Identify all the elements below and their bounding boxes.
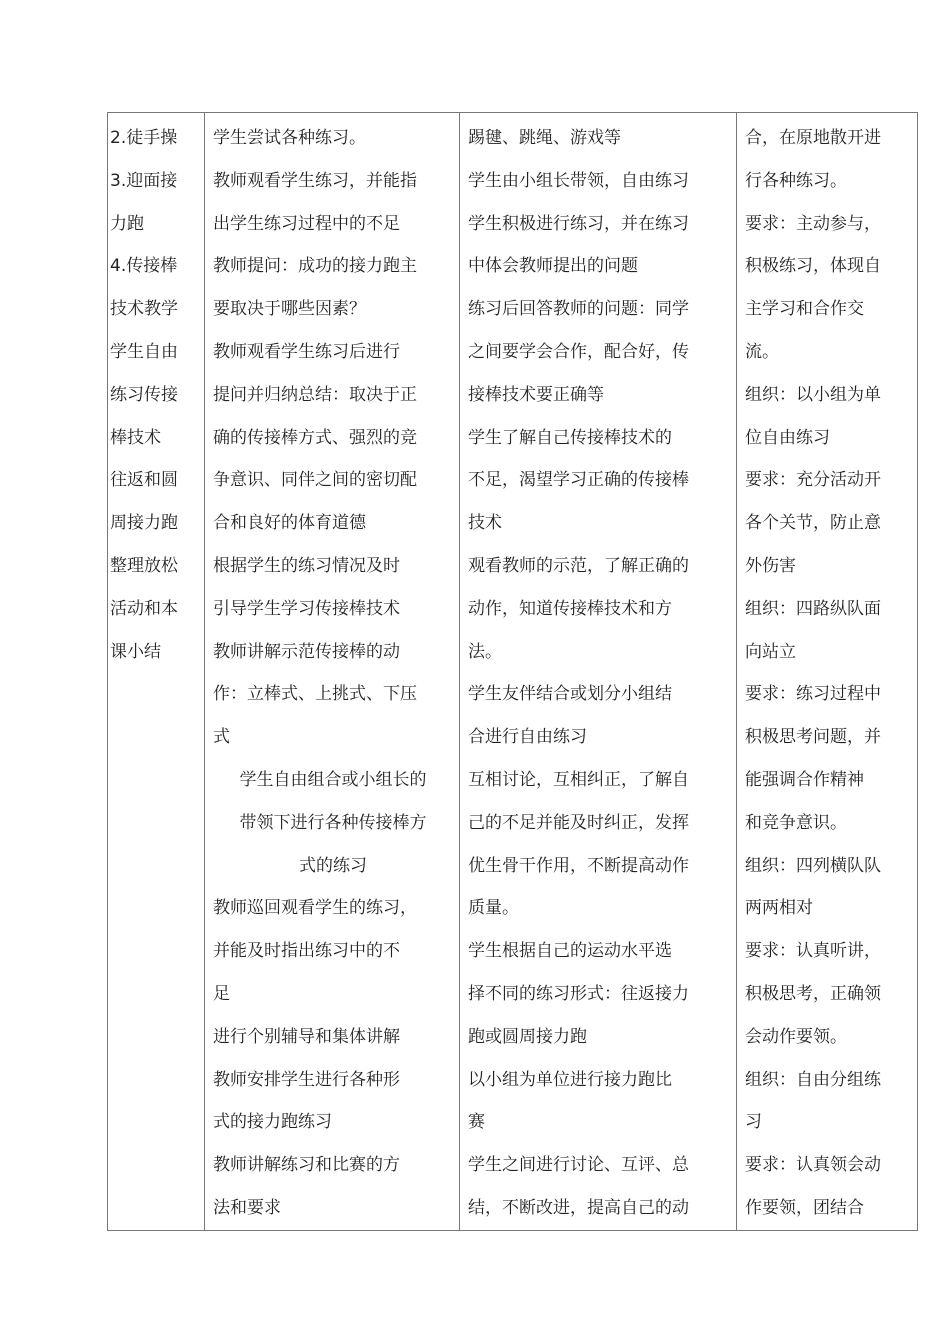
cell-line: 不足，渴望学习正确的传接棒 xyxy=(468,470,689,491)
cell-line: 力跑 xyxy=(110,213,144,234)
cell-line: 教师安排学生进行各种形 xyxy=(213,1069,400,1090)
cell-line: 要求：充分活动开 xyxy=(745,470,881,491)
cell-line: 积极练习，体现自 xyxy=(745,256,881,277)
cell-line: 法。 xyxy=(468,641,502,662)
cell-line: 学生自由 xyxy=(110,341,178,362)
cell-line: 优生骨干作用，不断提高动作 xyxy=(468,855,689,876)
cell-line: 3.迎面接 xyxy=(110,170,178,191)
cell-line: 并能及时指出练习中的不 xyxy=(213,941,400,962)
cell-line: 赛 xyxy=(468,1112,485,1133)
cell-line: 学生由小组长带领，自由练习 xyxy=(468,170,689,191)
cell-line: 棒技术 xyxy=(110,427,161,448)
cell-line: 要求：认真领会动 xyxy=(745,1155,881,1176)
cell-line: 周接力跑 xyxy=(110,513,178,534)
table-row xyxy=(108,113,918,1231)
cell-line: 教师提问：成功的接力跑主 xyxy=(213,256,417,277)
cell-line: 学生根据自己的运动水平选 xyxy=(468,941,672,962)
cell-line: 和竞争意识。 xyxy=(745,812,847,833)
cell-line: 练习传接 xyxy=(110,384,178,405)
cell-line: 动作，知道传接棒技术和方 xyxy=(468,598,672,619)
cell-line: 以小组为单位进行接力跑比 xyxy=(468,1069,672,1090)
cell-line: 要求：认真听讲， xyxy=(745,941,881,962)
cell-line: 式的接力跑练习 xyxy=(213,1112,332,1133)
cell-line: 外伤害 xyxy=(745,555,796,576)
cell-line: 择不同的练习形式：往返接力 xyxy=(468,983,689,1004)
cell-line: 学生尝试各种练习。 xyxy=(213,128,366,148)
cell-line: 足 xyxy=(213,983,230,1004)
cell-line: 作：立棒式、上挑式、下压 xyxy=(213,684,417,705)
cell-line: 组织：自由分组练 xyxy=(745,1069,881,1090)
cell-line: 教师讲解练习和比赛的方 xyxy=(213,1155,400,1176)
cell-line: 主学习和合作交 xyxy=(745,299,864,320)
cell-line: 教师观看学生练习后进行 xyxy=(213,341,400,362)
cell-line: 之间要学会合作，配合好，传 xyxy=(468,341,689,362)
cell-line: 争意识、同伴之间的密切配 xyxy=(213,470,417,491)
cell-line: 两两相对 xyxy=(745,898,813,919)
cell-line: 接棒技术要正确等 xyxy=(468,384,604,405)
cell-line: 学生了解自己传接棒技术的 xyxy=(468,427,672,448)
cell-line: 式的练习 xyxy=(299,855,367,876)
cell-line: 各个关节，防止意 xyxy=(745,513,881,534)
lesson-plan-table xyxy=(107,112,918,1231)
cell-line: 式 xyxy=(213,727,230,748)
cell-line: 技术教学 xyxy=(110,299,178,320)
cell-line: 课小结 xyxy=(110,641,161,662)
cell-line: 能强调合作精神 xyxy=(745,769,864,790)
cell-line: 要取决于哪些因素？ xyxy=(213,299,366,320)
cell-line: 根据学生的练习情况及时 xyxy=(213,555,400,576)
cell-line: 确的传接棒方式、强烈的竞 xyxy=(213,427,417,448)
cell-line: 2.徒手操 xyxy=(110,128,178,148)
teacher-activity-column xyxy=(205,113,460,1231)
cell-line: 进行个别辅导和集体讲解 xyxy=(213,1026,400,1047)
cell-line: 引导学生学习传接棒技术 xyxy=(213,598,400,619)
cell-line: 质量。 xyxy=(468,898,519,919)
cell-line: 互相讨论，互相纠正，了解自 xyxy=(468,769,689,790)
cell-line: 教师巡回观看学生的练习， xyxy=(213,898,417,919)
cell-line: 法和要求 xyxy=(213,1197,281,1218)
cell-line: 往返和圆 xyxy=(110,470,178,491)
cell-line: 技术 xyxy=(468,513,502,534)
cell-line: 结，不断改进，提高自己的动 xyxy=(468,1197,689,1218)
cell-line: 组织：四路纵队面 xyxy=(745,598,881,619)
cell-line: 提问并归纳总结：取决于正 xyxy=(213,384,417,405)
student-activity-column xyxy=(460,113,737,1231)
cell-line: 位自由练习 xyxy=(745,427,830,448)
cell-line: 跑或圆周接力跑 xyxy=(468,1026,587,1047)
cell-line: 合，在原地散开进 xyxy=(745,128,881,148)
cell-line: 会动作要领。 xyxy=(745,1026,847,1047)
cell-line: 流。 xyxy=(745,341,779,362)
cell-line: 习 xyxy=(745,1112,762,1133)
cell-line: 教师观看学生练习，并能指 xyxy=(213,170,417,191)
cell-line: 向站立 xyxy=(745,641,796,662)
cell-line: 己的不足并能及时纠正，发挥 xyxy=(468,812,689,833)
cell-line: 行各种练习。 xyxy=(745,170,847,191)
cell-line: 带领下进行各种传接棒方 xyxy=(239,812,427,833)
cell-line: 组织：四列横队队 xyxy=(745,855,881,876)
organization-column xyxy=(737,113,918,1231)
content-column xyxy=(108,113,205,1231)
cell-line: 中体会教师提出的问题 xyxy=(468,256,638,277)
cell-line: 学生之间进行讨论、互评、总 xyxy=(468,1155,689,1176)
cell-line: 组织：以小组为单 xyxy=(745,384,881,405)
cell-line: 活动和本 xyxy=(110,598,178,619)
cell-line: 踢毽、跳绳、游戏等 xyxy=(468,128,621,148)
cell-line: 出学生练习过程中的不足 xyxy=(213,213,400,234)
cell-line: 练习后回答教师的问题：同学 xyxy=(468,299,689,320)
cell-line: 4.传接棒 xyxy=(110,256,178,277)
cell-line: 学生友伴结合或划分小组结 xyxy=(468,684,672,705)
cell-line: 整理放松 xyxy=(110,555,178,576)
cell-line: 合进行自由练习 xyxy=(468,727,587,748)
cell-line: 要求：练习过程中 xyxy=(745,684,881,705)
cell-line: 要求：主动参与， xyxy=(745,213,881,234)
cell-line: 教师讲解示范传接棒的动 xyxy=(213,641,400,662)
cell-line: 积极思考，正确领 xyxy=(745,983,881,1004)
cell-line: 作要领，团结合 xyxy=(745,1197,864,1218)
cell-line: 学生积极进行练习，并在练习 xyxy=(468,213,689,234)
cell-line: 观看教师的示范，了解正确的 xyxy=(468,555,689,576)
cell-line: 学生自由组合或小组长的 xyxy=(239,769,427,790)
cell-line: 合和良好的体育道德 xyxy=(213,513,366,534)
cell-line: 积极思考问题，并 xyxy=(745,727,881,748)
